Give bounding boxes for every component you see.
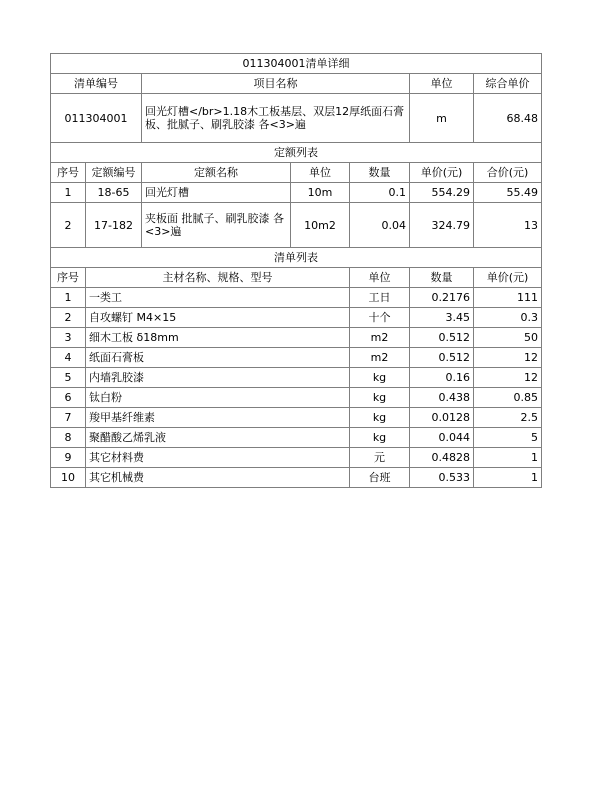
material-name: 自攻螺钉 M4×15 [86,308,350,328]
material-row [51,308,542,328]
material-unit: kg [350,368,410,388]
material-price: 12 [474,348,542,368]
material-unit: kg [350,408,410,428]
material-name: 纸面石膏板 [86,348,350,368]
material-row [51,468,542,488]
material-price: 0.3 [474,308,542,328]
material-unit: 台班 [350,468,410,488]
quota-code-header: 定额编号 [86,163,142,183]
material-no: 2 [51,308,86,328]
material-row [51,408,542,428]
material-unit-header: 单位 [350,268,410,288]
material-no: 1 [51,288,86,308]
quota-price: 554.29 [410,183,474,203]
material-qty: 0.512 [410,328,474,348]
material-qty: 0.2176 [410,288,474,308]
quota-total: 13 [474,203,542,248]
material-no-header: 序号 [51,268,86,288]
material-qty: 0.044 [410,428,474,448]
quota-qty-header: 数量 [350,163,410,183]
bill-code-header: 清单编号 [51,74,142,94]
material-no: 9 [51,448,86,468]
bill-price-header: 综合单价 [474,74,542,94]
material-no: 3 [51,328,86,348]
quota-row [51,203,542,248]
quota-unit: 10m [291,183,350,203]
material-unit: 元 [350,448,410,468]
quota-price: 324.79 [410,203,474,248]
bill-name: 回光灯槽</br>1.18木工板基层、双层12厚纸面石膏板、批腻子、刷乳胶漆 各<3>遍 [142,94,410,143]
material-no: 4 [51,348,86,368]
material-price: 1 [474,468,542,488]
quota-total-header: 合价(元) [474,163,542,183]
material-row [51,428,542,448]
material-row [51,368,542,388]
bill-name-header: 项目名称 [142,74,410,94]
material-qty: 3.45 [410,308,474,328]
bill-unit: m [410,94,474,143]
quota-code: 18-65 [86,183,142,203]
material-unit: 工日 [350,288,410,308]
quota-price-header: 单价(元) [410,163,474,183]
material-price-header: 单价(元) [474,268,542,288]
material-qty: 0.4828 [410,448,474,468]
material-name: 其它机械费 [86,468,350,488]
bill-code: 011304001 [51,94,142,143]
table-title: 011304001清单详细 [51,54,542,74]
material-row [51,388,542,408]
material-row [51,448,542,468]
material-unit: 十个 [350,308,410,328]
bill-detail-table [50,53,542,488]
quota-unit-header: 单位 [291,163,350,183]
material-no: 8 [51,428,86,448]
material-name: 聚醋酸乙烯乳液 [86,428,350,448]
material-no: 5 [51,368,86,388]
material-price: 0.85 [474,388,542,408]
quota-name: 夹板面 批腻子、刷乳胶漆 各<3>遍 [142,203,291,248]
material-name: 内墙乳胶漆 [86,368,350,388]
material-qty: 0.438 [410,388,474,408]
material-price: 111 [474,288,542,308]
quota-section-title: 定额列表 [51,143,542,163]
material-row [51,328,542,348]
quota-unit: 10m2 [291,203,350,248]
material-name: 细木工板 δ18mm [86,328,350,348]
quota-name-header: 定额名称 [142,163,291,183]
material-name-header: 主材名称、规格、型号 [86,268,350,288]
material-name: 钛白粉 [86,388,350,408]
quota-qty: 0.04 [350,203,410,248]
material-section-title: 清单列表 [51,248,542,268]
bill-price: 68.48 [474,94,542,143]
material-unit: m2 [350,348,410,368]
quota-code: 17-182 [86,203,142,248]
material-no: 10 [51,468,86,488]
material-unit: kg [350,388,410,408]
material-no: 7 [51,408,86,428]
quota-name: 回光灯槽 [142,183,291,203]
material-name: 羧甲基纤维素 [86,408,350,428]
quota-qty: 0.1 [350,183,410,203]
material-qty: 0.16 [410,368,474,388]
material-price: 5 [474,428,542,448]
material-unit: kg [350,428,410,448]
material-qty-header: 数量 [410,268,474,288]
material-qty: 0.0128 [410,408,474,428]
material-row [51,288,542,308]
material-price: 50 [474,328,542,348]
material-no: 6 [51,388,86,408]
bill-unit-header: 单位 [410,74,474,94]
material-price: 12 [474,368,542,388]
quota-row [51,183,542,203]
material-price: 2.5 [474,408,542,428]
quota-no: 2 [51,203,86,248]
material-name: 其它材料费 [86,448,350,468]
material-qty: 0.512 [410,348,474,368]
quota-total: 55.49 [474,183,542,203]
material-qty: 0.533 [410,468,474,488]
quota-no: 1 [51,183,86,203]
material-price: 1 [474,448,542,468]
material-unit: m2 [350,328,410,348]
material-name: 一类工 [86,288,350,308]
quota-no-header: 序号 [51,163,86,183]
material-row [51,348,542,368]
